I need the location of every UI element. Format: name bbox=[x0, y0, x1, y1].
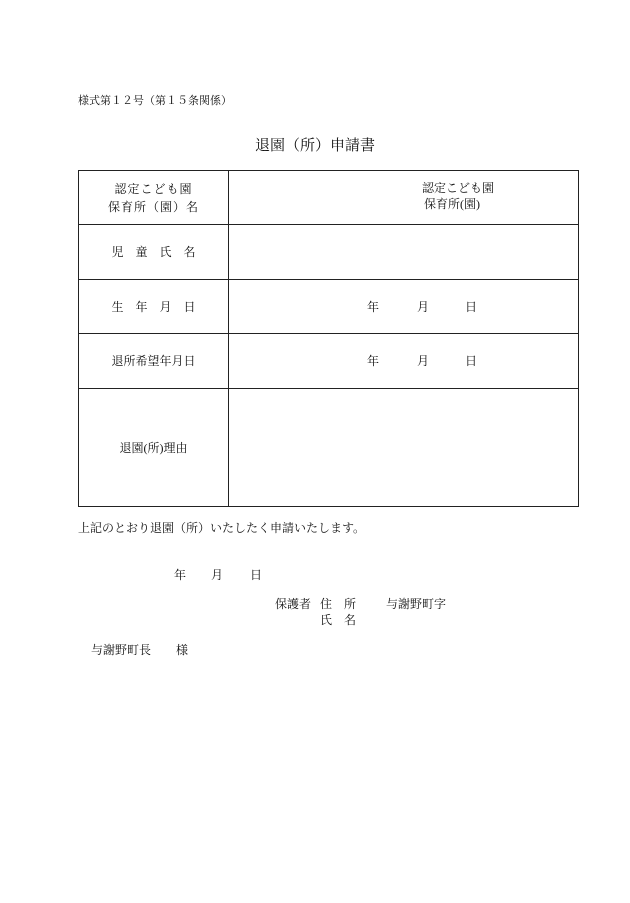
table-row-withdrawal-date bbox=[79, 334, 578, 389]
application-table bbox=[78, 170, 579, 507]
facility-type-line: 保育所(園) bbox=[424, 197, 480, 211]
facility-label-cell bbox=[79, 171, 229, 224]
application-year-label: 年 bbox=[174, 568, 187, 582]
child-name-label: 児 童 氏 名 bbox=[79, 225, 229, 279]
applicant-role: 保護者 bbox=[275, 597, 312, 611]
table-row-child-name bbox=[79, 225, 578, 280]
year-label: 年 bbox=[367, 299, 380, 314]
month-label: 月 bbox=[417, 299, 430, 314]
table-row-birth-date bbox=[79, 280, 578, 334]
reason-value-cell bbox=[229, 389, 578, 506]
day-label: 日 bbox=[465, 354, 478, 368]
facility-value-cell bbox=[229, 171, 578, 224]
application-statement: 上記のとおり退園（所）いたしたく申請いたします。 bbox=[78, 521, 366, 535]
facility-label-line: 認定こども園 bbox=[114, 181, 193, 196]
birth-date-label: 生 年 月 日 bbox=[79, 280, 229, 333]
address-value: 与謝野町字 bbox=[386, 597, 447, 611]
facility-label-line: 保育所（園）名 bbox=[107, 199, 199, 214]
table-row-reason bbox=[79, 389, 578, 506]
application-month-label: 月 bbox=[211, 568, 224, 582]
reason-label: 退園(所)理由 bbox=[79, 389, 229, 506]
name-label: 氏 名 bbox=[320, 613, 357, 627]
withdrawal-date-value-cell bbox=[229, 334, 578, 388]
month-label: 月 bbox=[417, 354, 430, 368]
addressee-honorific: 様 bbox=[176, 643, 189, 657]
application-day-label: 日 bbox=[250, 568, 263, 582]
address-label: 住 所 bbox=[320, 597, 357, 611]
document-title: 退園（所）申請書 bbox=[254, 138, 375, 154]
form-number: 様式第１２号（第１５条関係） bbox=[78, 95, 232, 107]
withdrawal-date-label: 退所希望年月日 bbox=[79, 334, 229, 388]
facility-type-line: 認定こども園 bbox=[422, 181, 495, 195]
addressee-name: 与謝野町長 bbox=[91, 643, 152, 657]
child-name-value-cell bbox=[229, 225, 578, 279]
birth-date-value-cell bbox=[229, 280, 578, 333]
day-label: 日 bbox=[465, 299, 478, 314]
table-row-facility bbox=[79, 171, 578, 225]
year-label: 年 bbox=[367, 354, 380, 368]
